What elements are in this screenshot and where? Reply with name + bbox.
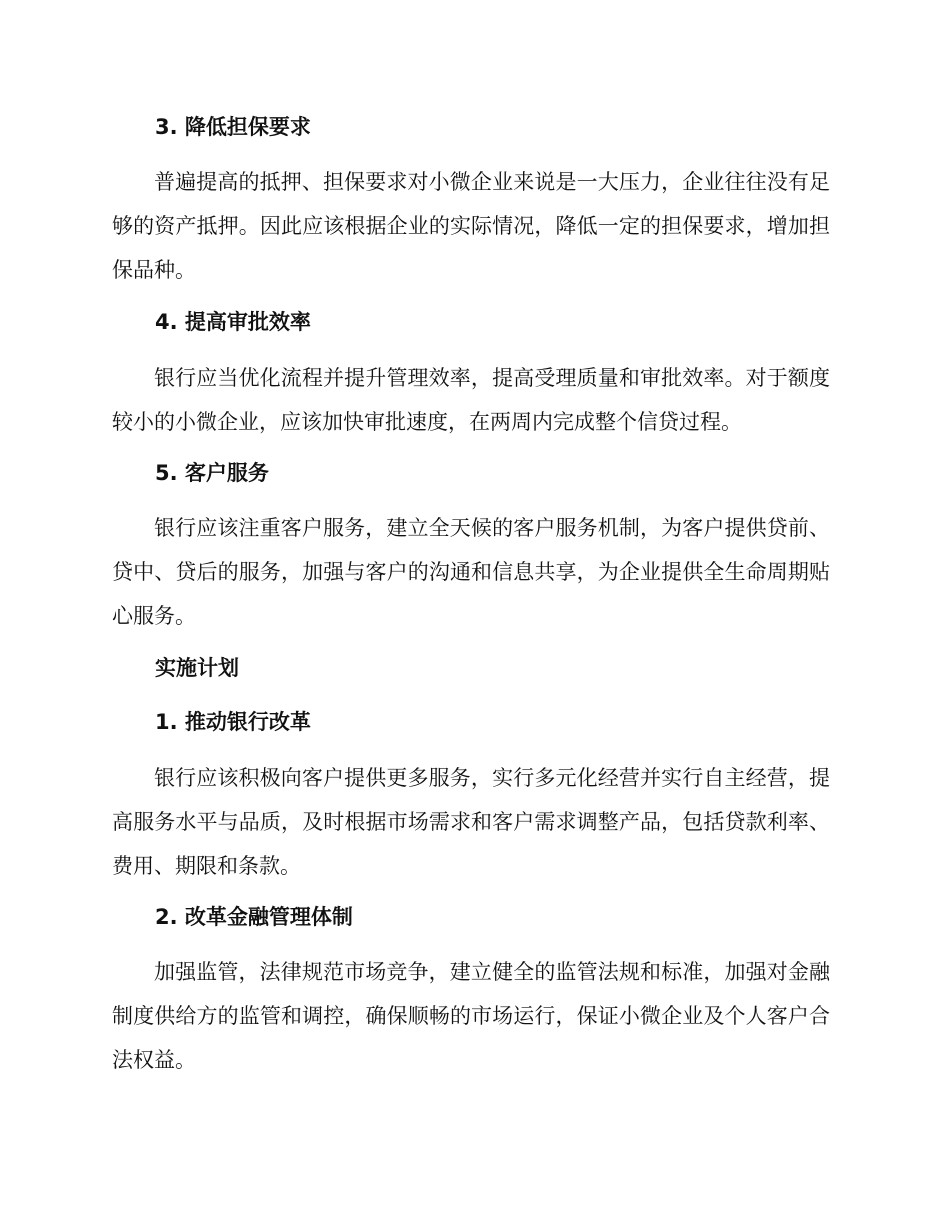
section-paragraph: 银行应当优化流程并提升管理效率，提高受理质量和审批效率。对于额度较小的小微企业，应该加快审批速度，在两周内完成整个信贷过程。 bbox=[112, 366, 830, 434]
plan-item-paragraph: 加强监管，法律规范市场竞争，建立健全的监管法规和标准，加强对金融制度供给方的监管和调控，确保顺畅的市场运行，保证小微企业及个人客户合法权益。 bbox=[112, 960, 830, 1072]
plan-title: 实施计划 bbox=[155, 656, 239, 680]
section-paragraph: 普遍提高的抵押、担保要求对小微企业来说是一大压力，企业往往没有足够的资产抵押。因此应该根据企业的实际情况，降低一定的担保要求，增加担保品种。 bbox=[112, 170, 830, 282]
plan-item-heading: 1. 推动银行改革 bbox=[155, 710, 311, 734]
section-heading: 4. 提高审批效率 bbox=[155, 310, 311, 334]
plan-item-heading: 2. 改革金融管理体制 bbox=[155, 905, 353, 929]
section-heading: 5. 客户服务 bbox=[155, 461, 269, 485]
section-paragraph: 银行应该注重客户服务，建立全天候的客户服务机制，为客户提供贷前、贷中、贷后的服务，加强与客户的沟通和信息共享，为企业提供全生命周期贴心服务。 bbox=[112, 516, 830, 628]
section-heading: 3. 降低担保要求 bbox=[155, 115, 311, 139]
plan-item-paragraph: 银行应该积极向客户提供更多服务，实行多元化经营并实行自主经营，提高服务水平与品质，及时根据市场需求和客户需求调整产品，包括贷款利率、费用、期限和条款。 bbox=[112, 766, 830, 878]
